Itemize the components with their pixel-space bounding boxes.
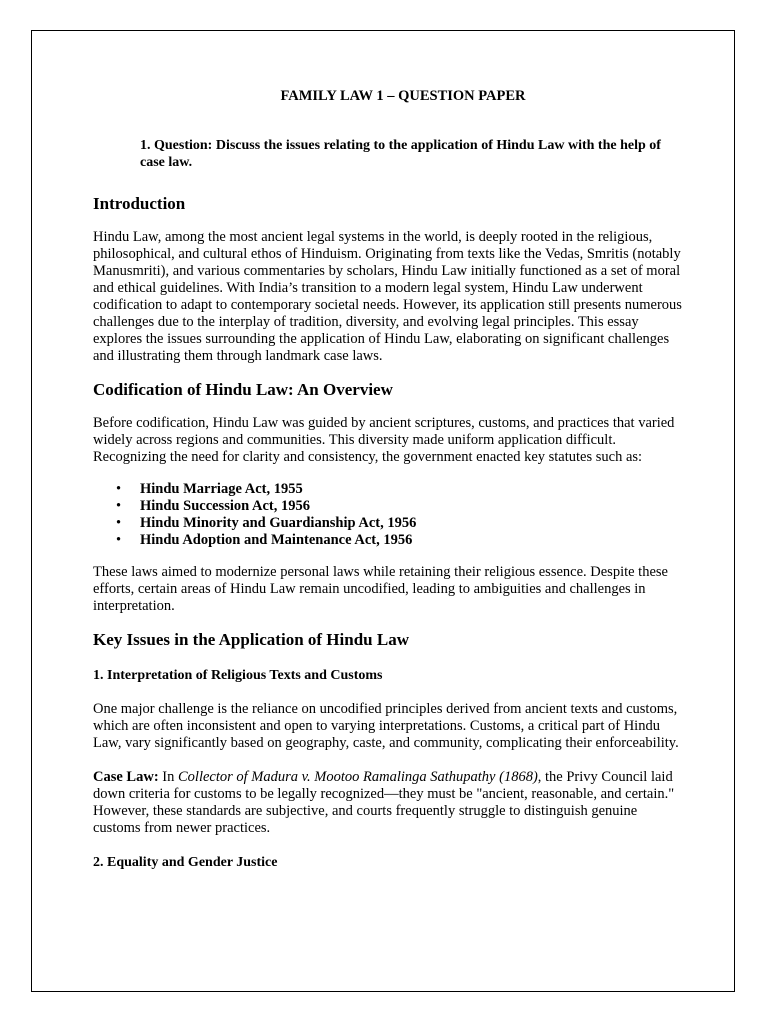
- list-item: [116, 481, 683, 498]
- statutes-list: [93, 481, 683, 549]
- case-law-text: , the Privy Council laid down criteria for customs to be legally recognized—they must be "ancient, reasonable, and certain." However, these standards are subjective, and courts frequently struggle to distinguish genuine customs from newer practices.: [93, 769, 675, 836]
- interpretation-paragraph: One major challenge is the reliance on uncodified principles derived from ancient texts and customs, which are often inconsistent and open to varying interpretations. Customs, a critical part of Hindu Law, vary significantly based on geography, caste, and community, complicating their enforceability.: [93, 701, 679, 751]
- statute-name: Hindu Minority and Guardianship Act, 1956: [140, 515, 417, 531]
- list-item: [116, 498, 683, 515]
- case-law-paragraph: [93, 769, 683, 837]
- case-law-label: Case Law:: [93, 769, 159, 785]
- statute-name: Hindu Succession Act, 1956: [140, 498, 310, 514]
- introduction-paragraph: Hindu Law, among the most ancient legal systems in the world, is deeply rooted in the religious, philosophical, and cultural ethos of Hinduism. Originating from texts like the Vedas, Smritis (notably Manusmriti), and various commentaries by scholars, Hindu Law initially functioned as a set of moral and ethical guidelines. With India’s transition to a modern legal system, Hindu Law underwent codification to adapt to contemporary societal needs. However, its application still presents numerous challenges due to the interplay of tradition, diversity, and evolving legal principles. This essay explores the issues surrounding the application of Hindu Law, elaborating on significant challenges and illustrating them through landmark case laws.: [93, 229, 682, 364]
- statute-name: Hindu Adoption and Maintenance Act, 1956: [140, 532, 413, 548]
- list-item: [116, 515, 683, 532]
- document-body: [93, 87, 683, 871]
- list-item: [116, 532, 683, 549]
- subheading-equality: 2. Equality and Gender Justice: [93, 855, 278, 870]
- bullet-icon: •: [116, 498, 122, 514]
- document-title: FAMILY LAW 1 – QUESTION PAPER: [280, 88, 526, 104]
- bullet-icon: •: [116, 515, 122, 531]
- case-law-intro: In: [158, 769, 178, 785]
- codification-conclusion-paragraph: These laws aimed to modernize personal laws while retaining their religious essence. Despite these efforts, certain areas of Hindu Law remain uncodified, leading to ambiguities and challenges in interpretation.: [93, 564, 668, 614]
- codification-paragraph: Before codification, Hindu Law was guided by ancient scriptures, customs, and practices that varied widely across regions and communities. This diversity made uniform application difficult. Recognizing the need for clarity and consistency, the government enacted key statutes such as:: [93, 415, 675, 465]
- subheading-interpretation: 1. Interpretation of Religious Texts and Customs: [93, 668, 383, 683]
- question-text: 1. Question: Discuss the issues relating to the application of Hindu Law with the help of case law.: [140, 138, 661, 170]
- bullet-icon: •: [116, 532, 122, 548]
- heading-codification: Codification of Hindu Law: An Overview: [93, 380, 393, 399]
- heading-introduction: Introduction: [93, 194, 186, 213]
- case-name: Collector of Madura v. Mootoo Ramalinga Sathupathy (1868): [178, 769, 538, 785]
- heading-key-issues: Key Issues in the Application of Hindu Law: [93, 630, 409, 649]
- bullet-icon: •: [116, 481, 122, 497]
- statute-name: Hindu Marriage Act, 1955: [140, 481, 303, 497]
